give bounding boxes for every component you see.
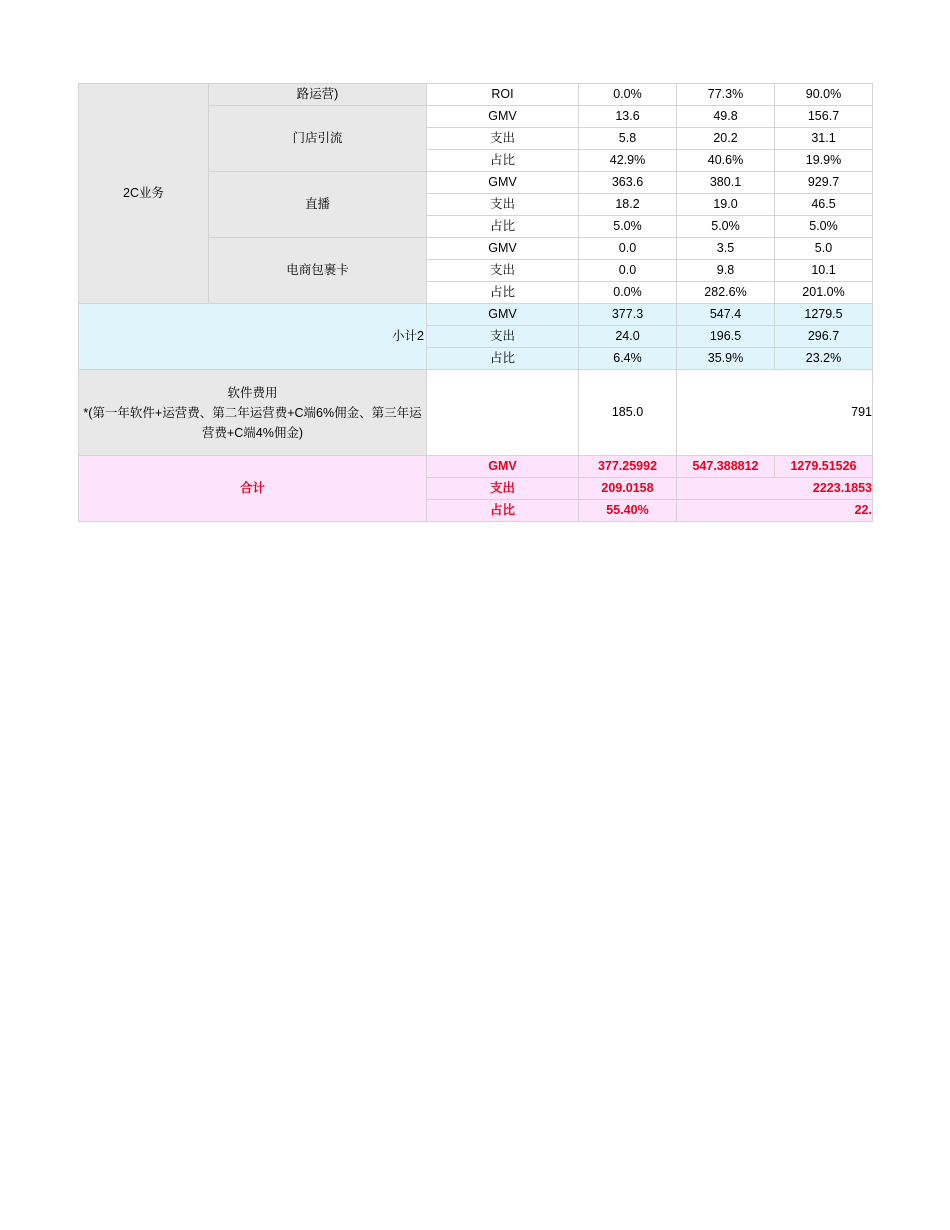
value-cell[interactable]: 929.7 [775,172,873,194]
cost-table [78,83,873,522]
group-label-livestream: 直播 [209,172,427,238]
value-cell[interactable]: 24.0 [579,326,677,348]
value-cell[interactable]: 9.8 [677,260,775,282]
total-value-cell[interactable]: 2223.1853 [677,478,873,500]
value-cell[interactable]: 3.5 [677,238,775,260]
metric-label: GMV [427,106,579,128]
value-cell[interactable]: 49.8 [677,106,775,128]
value-cell[interactable]: 18.2 [579,194,677,216]
metric-label: 支出 [427,326,579,348]
software-fee-note: *(第一年软件+运营费、第二年运营费+C端6%佣金、第三年运营费+C端4%佣金) [83,405,422,440]
group-label-store-traffic: 门店引流 [209,106,427,172]
total-value-cell[interactable]: 377.25992 [579,456,677,478]
value-cell[interactable]: 40.6% [677,150,775,172]
empty-cell[interactable] [873,128,874,150]
value-cell[interactable]: 0.0 [579,238,677,260]
empty-cell[interactable] [873,238,874,260]
value-cell[interactable]: 19.9% [775,150,873,172]
value-cell[interactable]: 196.5 [677,326,775,348]
value-cell[interactable]: 156.7 [775,106,873,128]
total-value-cell[interactable]: 209.0158 [579,478,677,500]
value-cell[interactable]: 42.9% [579,150,677,172]
total-label: 合计 [79,456,427,522]
value-cell[interactable]: 0.0 [579,260,677,282]
value-cell[interactable]: 201.0% [775,282,873,304]
software-fee-description [79,370,427,456]
empty-cell[interactable] [873,304,874,326]
group-label-parcel-card: 电商包裹卡 [209,238,427,304]
value-cell[interactable]: 282.6% [677,282,775,304]
empty-cell[interactable] [873,172,874,194]
metric-label: ROI [427,84,579,106]
empty-cell[interactable] [427,370,579,456]
total-metric-label: 占比 [427,500,579,522]
empty-cell[interactable] [873,500,874,522]
metric-label: 支出 [427,128,579,150]
value-cell[interactable]: 5.0% [677,216,775,238]
total-metric-label: GMV [427,456,579,478]
value-cell[interactable]: 31.1 [775,128,873,150]
value-cell[interactable]: 1279.5 [775,304,873,326]
value-cell[interactable]: 90.0% [775,84,873,106]
value-cell[interactable]: 23.2% [775,348,873,370]
value-cell[interactable]: 77.3% [677,84,775,106]
empty-cell[interactable] [873,348,874,370]
total-value-cell[interactable]: 55.40% [579,500,677,522]
value-cell[interactable]: 547.4 [677,304,775,326]
metric-label: GMV [427,304,579,326]
software-fee-year23[interactable]: 791 [677,370,873,456]
empty-cell[interactable] [873,150,874,172]
table-row [79,84,874,106]
total-value-cell[interactable]: 547.388812 [677,456,775,478]
metric-label: 占比 [427,150,579,172]
value-cell[interactable]: 6.4% [579,348,677,370]
value-cell[interactable]: 10.1 [775,260,873,282]
value-cell[interactable]: 363.6 [579,172,677,194]
value-cell[interactable]: 0.0% [579,282,677,304]
empty-cell[interactable] [873,84,874,106]
software-fee-year1[interactable]: 185.0 [579,370,677,456]
table-row [79,456,874,478]
value-cell[interactable]: 377.3 [579,304,677,326]
metric-label: 占比 [427,348,579,370]
value-cell[interactable]: 5.0 [775,238,873,260]
section-label-2c: 2C业务 [79,84,209,304]
metric-label: GMV [427,172,579,194]
value-cell[interactable]: 296.7 [775,326,873,348]
empty-cell[interactable] [873,282,874,304]
value-cell[interactable]: 46.5 [775,194,873,216]
value-cell[interactable]: 5.0% [579,216,677,238]
table-row [79,370,874,456]
item-label-top: 路运营) [209,84,427,106]
empty-cell[interactable] [873,370,874,456]
value-cell[interactable]: 5.0% [775,216,873,238]
subtotal-label: 小计2 [79,304,427,370]
empty-cell[interactable] [873,478,874,500]
value-cell[interactable]: 19.0 [677,194,775,216]
empty-cell[interactable] [873,216,874,238]
total-value-cell[interactable]: 1279.51526 [775,456,873,478]
empty-cell[interactable] [873,106,874,128]
total-metric-label: 支出 [427,478,579,500]
value-cell[interactable]: 35.9% [677,348,775,370]
total-value-cell[interactable]: 22. [677,500,873,522]
table-row [79,304,874,326]
empty-cell[interactable] [873,260,874,282]
empty-cell[interactable] [873,194,874,216]
value-cell[interactable]: 5.8 [579,128,677,150]
value-cell[interactable]: 20.2 [677,128,775,150]
value-cell[interactable]: 0.0% [579,84,677,106]
metric-label: 支出 [427,260,579,282]
metric-label: 占比 [427,216,579,238]
metric-label: 支出 [427,194,579,216]
empty-cell[interactable] [873,456,874,478]
empty-cell[interactable] [873,326,874,348]
metric-label: GMV [427,238,579,260]
software-fee-title: 软件费用 [227,385,278,400]
value-cell[interactable]: 380.1 [677,172,775,194]
metric-label: 占比 [427,282,579,304]
spreadsheet-sheet [78,83,873,524]
value-cell[interactable]: 13.6 [579,106,677,128]
